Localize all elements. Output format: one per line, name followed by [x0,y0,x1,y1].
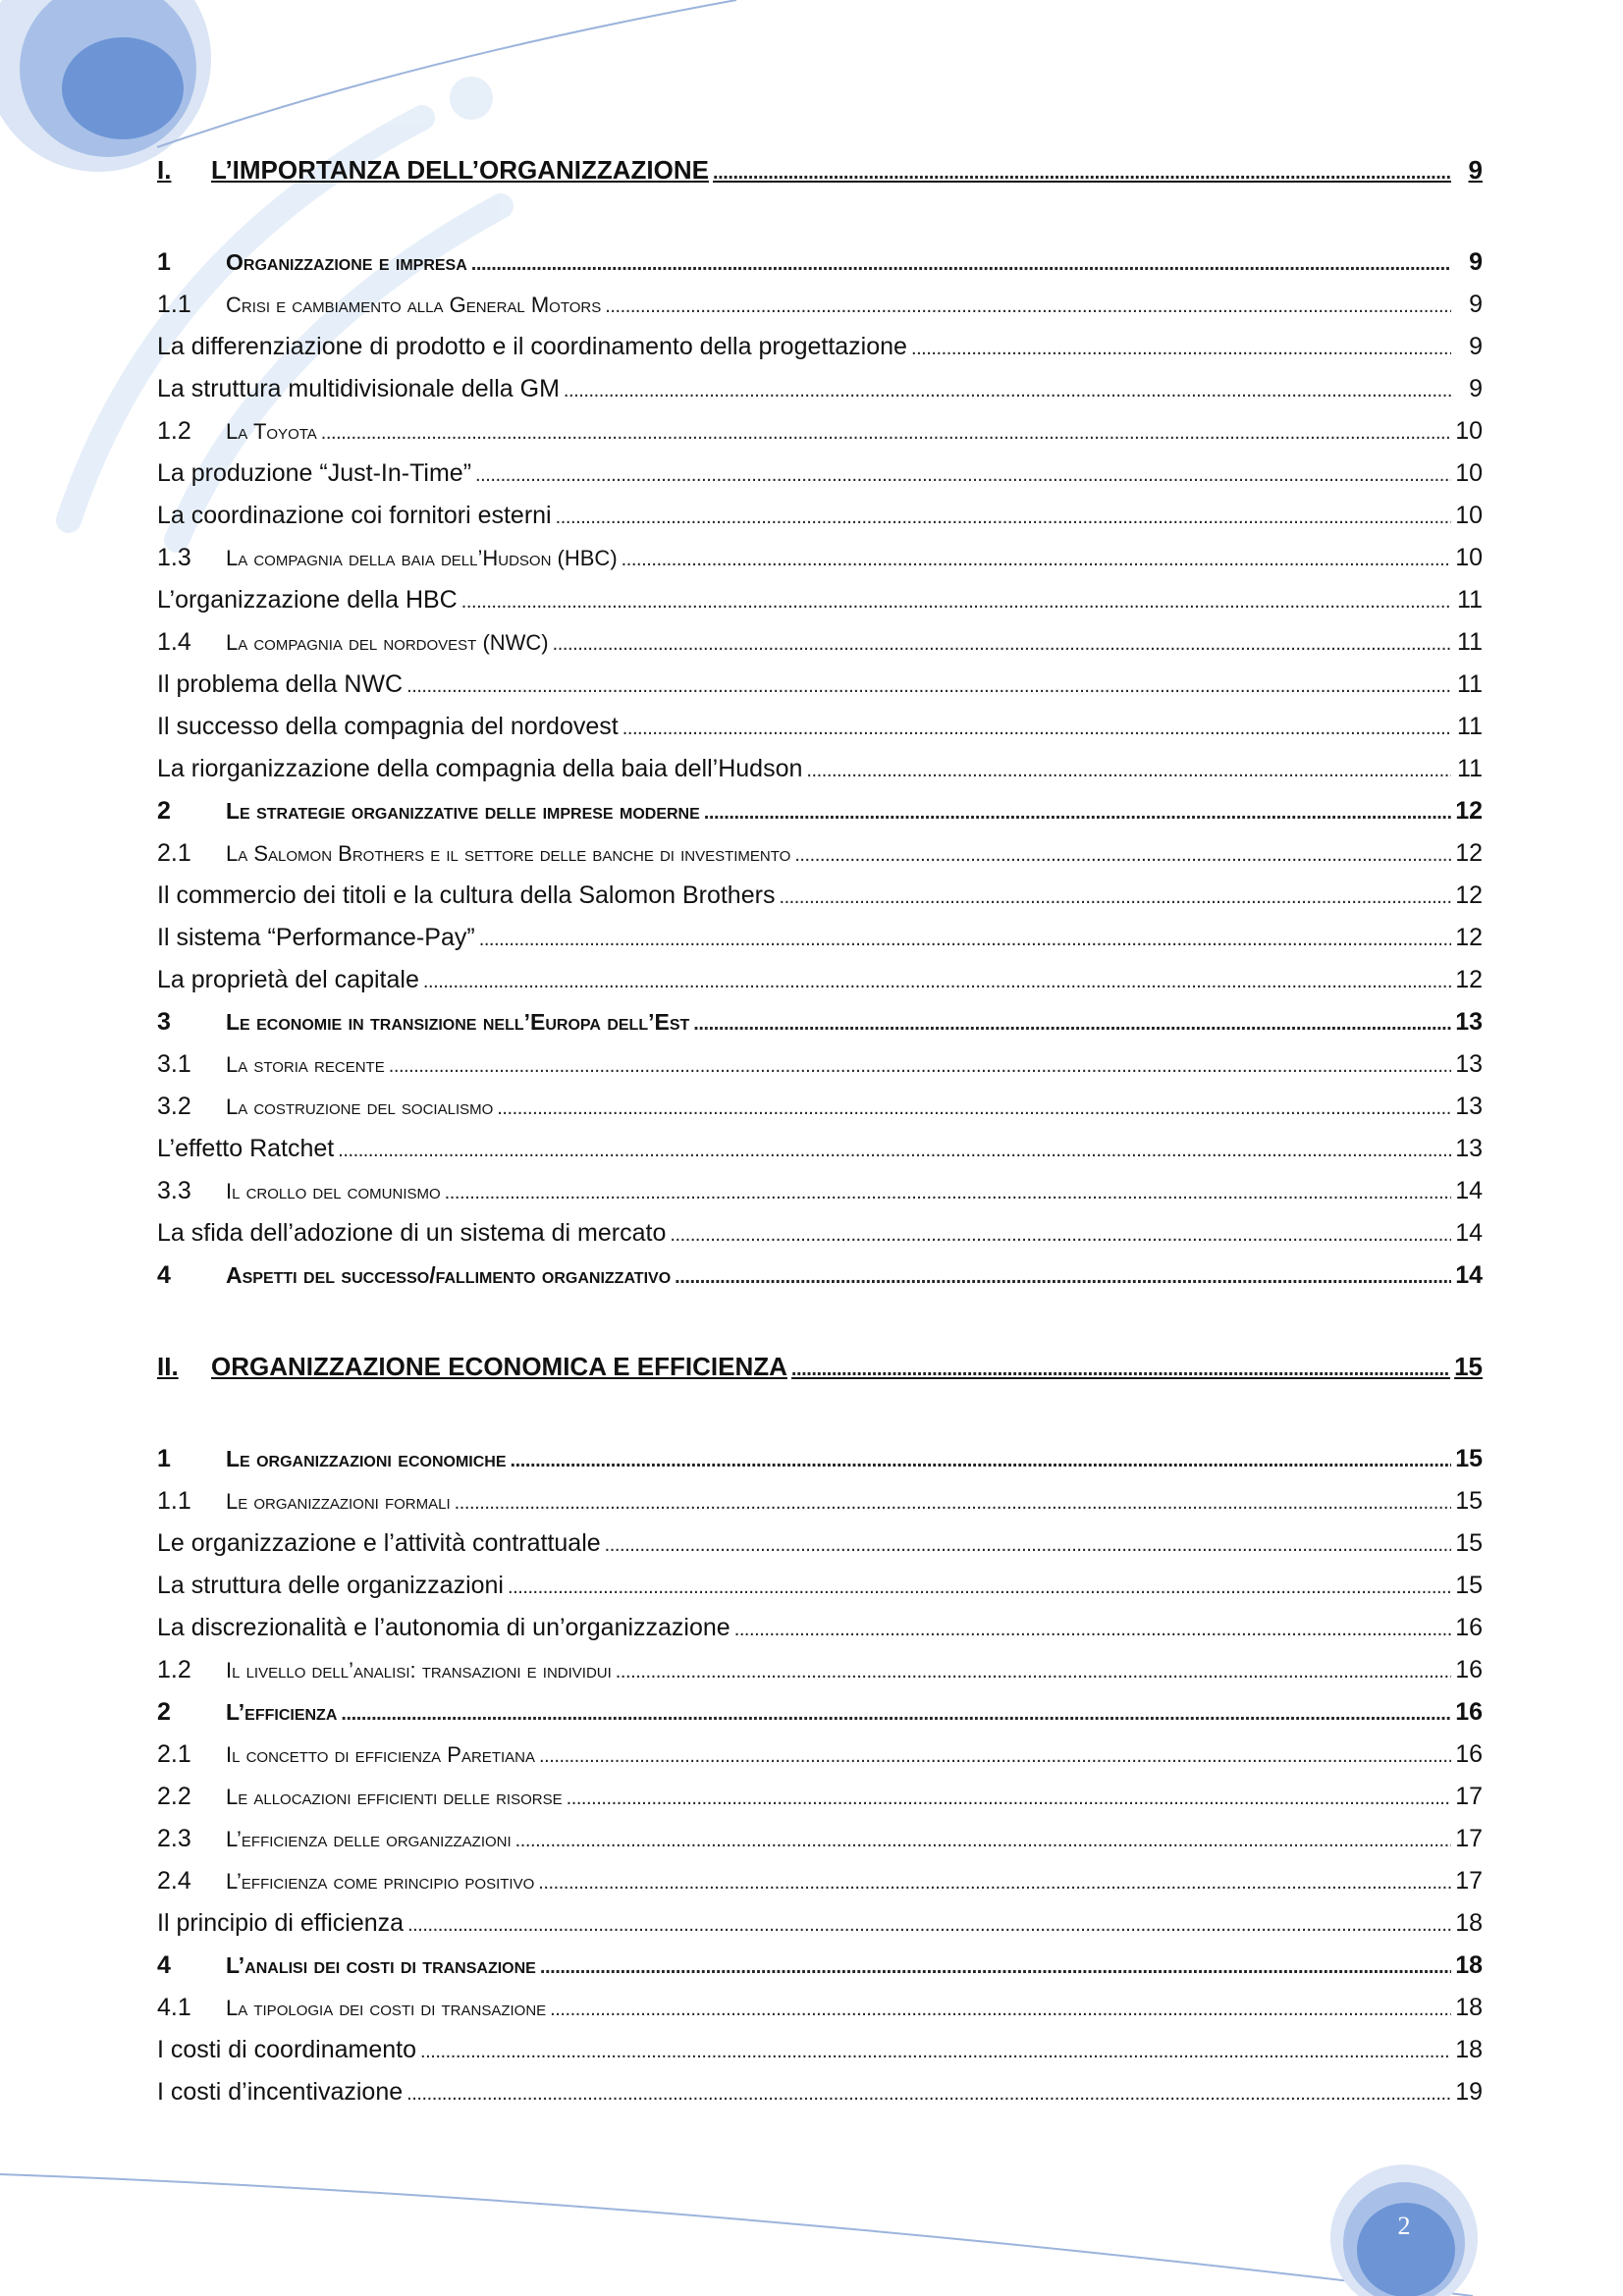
toc-entry-page: 17 [1455,1867,1483,1895]
toc-entry-number: 1 [157,1445,171,1472]
toc-entry-title: I costi d’incentivazione [157,2078,404,2106]
toc-entry[interactable] [157,1946,1483,1985]
toc-entry-title: Il problema della NWC [157,670,404,698]
toc-entry-title: I costi di coordinamento [157,2036,417,2063]
toc-entry-title: Le organizzazioni economiche [226,1446,507,1471]
toc-leader-dots [622,707,1451,748]
toc-entry[interactable] [157,1002,1483,1041]
toc-entry[interactable] [157,1087,1483,1126]
toc-leader-dots [675,1255,1451,1297]
toc-entry-page: 14 [1455,1219,1483,1247]
toc-leader-dots [515,1819,1451,1860]
toc-entry-title: L’efficienza come principio positivo [226,1869,535,1894]
watermark-dot [450,77,493,120]
toc-entry-number: 3.1 [157,1050,191,1078]
toc-entry-title: La compagnia della baia dell’Hudson (HBC) [226,546,618,570]
toc-entry-title: Le organizzazione e l’attività contrattuale [157,1529,601,1557]
toc-leader-dots [406,2072,1451,2113]
toc-entry-number: 1.1 [157,1487,191,1515]
toc-entry-number: 4.1 [157,1994,191,2021]
toc-entry[interactable] [157,1439,1483,1478]
toc-entry[interactable] [157,1819,1483,1858]
toc-entry-page: 9 [1468,155,1483,185]
toc-entry-page: 18 [1455,1951,1483,1979]
toc-entry-number: 2.3 [157,1825,191,1852]
toc-entry-title: La Salomon Brothers e il settore delle banche di investimento [226,841,791,866]
toc-entry[interactable] [157,242,1483,282]
toc-entry-page: 12 [1455,924,1483,951]
toc-entry-number: 2.1 [157,839,191,867]
toc-leader-dots [550,1988,1451,2029]
toc-entry[interactable] [157,2030,1483,2069]
toc-entry[interactable] [157,749,1483,788]
toc-entry-title: Organizzazione e impresa [226,249,467,275]
toc-leader-dots [670,1213,1451,1255]
toc-entry-title: La sfida dell’adozione di un sistema di mercato [157,1219,667,1247]
toc-entry-number: 3 [157,1008,171,1036]
toc-entry[interactable] [157,496,1483,535]
toc-entry[interactable] [157,1735,1483,1774]
toc-entry[interactable] [157,1171,1483,1210]
toc-entry-page: 11 [1457,628,1483,656]
toc-entry[interactable] [157,1255,1483,1295]
toc-entry-page: 12 [1455,839,1483,867]
toc-leader-dots [455,1481,1451,1522]
toc-entry[interactable] [157,1044,1483,1084]
toc-entry[interactable] [157,665,1483,704]
toc-leader-dots [471,242,1451,284]
toc-entry-title: Il commercio dei titoli e la cultura della Salomon Brothers [157,881,776,909]
toc-entry-page: 11 [1457,755,1483,782]
toc-entry-page: 15 [1454,1352,1483,1381]
toc-entry-title: La struttura delle organizzazioni [157,1572,504,1599]
toc-entry[interactable] [157,622,1483,662]
toc-entry-title: L’analisi dei costi di transazione [226,1952,536,1978]
toc-leader-dots [445,1171,1451,1212]
toc-leader-dots [704,791,1451,832]
toc-entry-title: Crisi e cambiamento alla General Motors [226,293,602,317]
toc-leader-dots [321,411,1451,453]
toc-entry[interactable] [157,1988,1483,2027]
toc-entry-page: 13 [1455,1050,1483,1078]
toc-entry-title: L’organizzazione della HBC [157,586,458,614]
toc-entry[interactable] [157,454,1483,493]
toc-entry[interactable] [157,1650,1483,1689]
toc-entry-page: 14 [1455,1261,1483,1289]
toc-entry-page: 10 [1455,459,1483,487]
toc-entry[interactable] [157,1129,1483,1168]
toc-entry-page: 13 [1455,1008,1483,1036]
toc-entry-page: 12 [1455,797,1483,825]
toc-entry-number: 2 [157,1698,171,1726]
toc-leader-dots [794,833,1451,875]
toc-entry[interactable] [157,918,1483,957]
toc-leader-dots [564,369,1451,410]
toc-entry-page: 19 [1455,2078,1483,2106]
toc-entry-title: Il sistema “Performance-Pay” [157,924,475,951]
toc-entry-page: 18 [1455,1994,1483,2021]
toc-leader-dots [341,1692,1451,1734]
toc-leader-dots [605,285,1451,326]
toc-entry-number: 1.4 [157,628,191,656]
toc-leader-dots [806,749,1451,790]
toc-leader-dots [423,960,1451,1001]
toc-leader-dots [389,1044,1451,1086]
toc-entry-page: 15 [1455,1529,1483,1557]
toc-entry-number: I. [157,155,172,185]
toc-entry-page: 16 [1455,1698,1483,1726]
toc-entry[interactable] [157,285,1483,324]
toc-entry-number: 1.1 [157,291,191,318]
toc-entry[interactable] [157,1777,1483,1816]
toc-leader-dots [556,496,1451,537]
toc-leader-dots [406,665,1451,706]
toc-leader-dots [508,1566,1451,1607]
toc-entry[interactable] [157,707,1483,746]
toc-entry-number: 3.2 [157,1093,191,1120]
toc-entry[interactable] [157,791,1483,830]
toc-entry[interactable] [157,150,1483,189]
toc-leader-dots [338,1129,1451,1170]
toc-entry-title: Il crollo del comunismo [226,1179,441,1203]
toc-entry-title: Il successo della compagnia del nordovest [157,713,619,740]
toc-entry-title: L’efficienza delle organizzazioni [226,1827,512,1851]
toc-entry-title: Le allocazioni efficienti delle risorse [226,1785,563,1809]
toc-leader-dots [539,1735,1451,1776]
toc-entry-title: La Toyota [226,419,317,444]
toc-entry-title: Il livello dell’analisi: transazioni e individui [226,1658,612,1682]
toc-entry-number: 1 [157,248,171,276]
toc-entry[interactable] [157,1481,1483,1521]
toc-entry[interactable] [157,2072,1483,2111]
toc-entry-page: 10 [1455,502,1483,529]
toc-entry[interactable] [157,833,1483,873]
toc-entry-page: 9 [1469,333,1483,360]
toc-entry[interactable] [157,369,1483,408]
toc-leader-dots [538,1861,1451,1902]
toc-entry-page: 16 [1455,1614,1483,1641]
toc-entry-title: La produzione “Just-In-Time” [157,459,472,487]
toc-entry[interactable] [157,1903,1483,1943]
toc-entry-number: 3.3 [157,1177,191,1204]
toc-entry-page: 16 [1455,1656,1483,1683]
toc-entry-page: 9 [1469,375,1483,402]
toc-entry-page: 14 [1455,1177,1483,1204]
toc-entry-page: 9 [1469,291,1483,318]
toc-leader-dots [734,1608,1451,1649]
toc-entry-page: 11 [1457,670,1483,698]
toc-entry[interactable] [157,1523,1483,1563]
toc-entry-number: 2 [157,797,171,825]
toc-leader-dots [616,1650,1451,1691]
toc-leader-dots [511,1439,1452,1480]
toc-entry-page: 15 [1455,1487,1483,1515]
toc-leader-dots [475,454,1451,495]
toc-entry[interactable] [157,580,1483,619]
toc-entry[interactable] [157,1213,1483,1253]
toc-entry-page: 15 [1455,1445,1483,1472]
toc-entry-page: 11 [1457,713,1483,740]
toc-entry[interactable] [157,960,1483,999]
toc-entry-page: 10 [1455,417,1483,445]
toc-entry[interactable] [157,1861,1483,1900]
toc-entry-page: 13 [1455,1093,1483,1120]
toc-entry-number: II. [157,1352,179,1381]
toc-leader-dots [622,538,1451,579]
toc-entry-title: Aspetti del successo/fallimento organizzativo [226,1262,672,1288]
toc-entry-page: 17 [1455,1783,1483,1810]
toc-leader-dots [540,1946,1451,1987]
toc-entry-title: La coordinazione coi fornitori esterni [157,502,552,529]
toc-entry-title: Le economie in transizione nell’Europa dell’Est [226,1009,690,1035]
toc-leader-dots [479,918,1451,959]
toc-entry-page: 18 [1455,2036,1483,2063]
toc-entry-number: 2.1 [157,1740,191,1768]
toc-entry-page: 12 [1455,966,1483,993]
toc-entry[interactable] [157,1347,1483,1386]
toc-leader-dots [693,1002,1451,1043]
toc-entry-title: La costruzione del socialismo [226,1095,494,1119]
toc-entry-page: 15 [1455,1572,1483,1599]
toc-leader-dots [461,580,1451,621]
toc-entry[interactable] [157,411,1483,451]
toc-leader-dots [420,2030,1451,2071]
toc-entry-title: L’IMPORTANZA DELL’ORGANIZZAZIONE [211,155,709,185]
toc-entry-page: 17 [1455,1825,1483,1852]
toc-entry-number: 1.2 [157,417,191,445]
toc-entry-page: 11 [1457,586,1483,614]
toc-leader-dots [779,876,1451,917]
toc-entry-title: Il concetto di efficienza Paretiana [226,1742,535,1767]
toc-leader-dots [713,150,1451,192]
toc-entry-page: 9 [1469,248,1483,276]
toc-entry-title: La differenziazione di prodotto e il coordinamento della progettazione [157,333,907,360]
toc-entry[interactable] [157,1608,1483,1647]
toc-entry-title: La proprietà del capitale [157,966,419,993]
toc-leader-dots [567,1777,1451,1818]
toc-entry-title: L’efficienza [226,1699,338,1725]
toc-leader-dots [497,1087,1451,1128]
toc-entry-title: La tipologia dei costi di transazione [226,1996,547,2020]
toc-leader-dots [911,327,1451,368]
footer-swoosh-line [0,2174,1473,2296]
toc-entry[interactable] [157,1566,1483,1605]
toc-entry-number: 1.3 [157,544,191,571]
toc-entry-page: 13 [1455,1135,1483,1162]
toc-entry-number: 2.4 [157,1867,191,1895]
toc-entry[interactable] [157,327,1483,366]
toc-leader-dots [605,1523,1451,1565]
toc-entry-page: 10 [1455,544,1483,571]
toc-entry-title: L’effetto Ratchet [157,1135,335,1162]
toc-entry-number: 4 [157,1951,171,1979]
page-number: 2 [1397,2212,1411,2240]
toc-entry-page: 16 [1455,1740,1483,1768]
toc-entry-title: Il principio di efficienza [157,1909,405,1937]
toc-entry-title: La riorganizzazione della compagnia della baia dell’Hudson [157,755,803,782]
toc-entry[interactable] [157,538,1483,577]
toc-entry[interactable] [157,876,1483,915]
toc-entry[interactable] [157,1692,1483,1732]
toc-entry-number: 2.2 [157,1783,191,1810]
toc-leader-dots [407,1903,1451,1945]
toc-entry-title: La struttura multidivisionale della GM [157,375,560,402]
toc-entry-number: 1.2 [157,1656,191,1683]
toc-leader-dots [553,622,1451,664]
toc-entry-title: Le organizzazioni formali [226,1489,451,1514]
toc-entry-title: ORGANIZZAZIONE ECONOMICA E EFFICIENZA [211,1352,787,1381]
toc-entry-title: La storia recente [226,1052,385,1077]
toc-entry-number: 4 [157,1261,171,1289]
toc-entry-title: La discrezionalità e l’autonomia di un’organizzazione [157,1614,730,1641]
toc-entry-page: 18 [1455,1909,1483,1937]
toc-entry-page: 12 [1455,881,1483,909]
toc-entry-title: Le strategie organizzative delle imprese moderne [226,798,700,824]
toc-entry-title: La compagnia del nordovest (NWC) [226,630,549,655]
toc-leader-dots [791,1347,1450,1389]
